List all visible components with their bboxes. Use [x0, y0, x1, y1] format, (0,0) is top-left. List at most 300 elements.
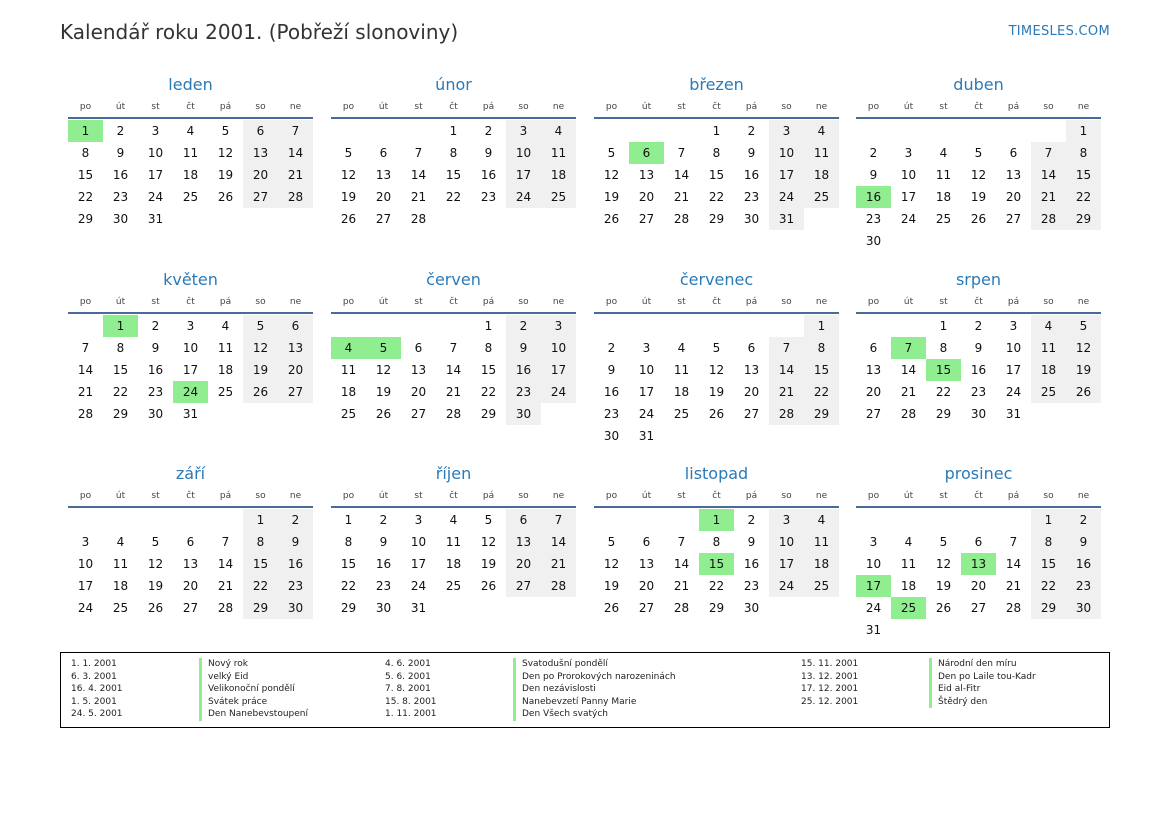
day-cell: 16: [375, 557, 392, 571]
day-cell: 21: [900, 385, 917, 399]
weekday-label: út: [641, 297, 652, 307]
day-cell: 27: [638, 212, 655, 226]
day-cell: 29: [1066, 208, 1101, 230]
weekday-label: st: [151, 297, 160, 307]
day-cell: 28: [769, 403, 804, 425]
day-cell: 11: [804, 531, 839, 553]
empty-cell: [734, 315, 769, 337]
day-cell: 29: [708, 601, 725, 615]
day-cell: 24: [865, 601, 882, 615]
weekday-label: čt: [186, 102, 195, 112]
holiday-date: 4. 6. 2001: [385, 659, 431, 669]
day-cell: 13: [1005, 168, 1022, 182]
day-cell: 21: [445, 385, 462, 399]
day-cell: 3: [769, 509, 804, 531]
day-grid: [856, 509, 1101, 641]
day-cell: 4: [677, 341, 686, 355]
day-cell: 5: [243, 315, 278, 337]
day-cell: 23: [743, 579, 760, 593]
day-cell: 5: [1066, 315, 1101, 337]
day-cell: 13: [278, 337, 313, 359]
day-cell: 28: [1031, 208, 1066, 230]
day-cell: 12: [970, 168, 987, 182]
day-cell: 16: [743, 168, 760, 182]
day-cell: 21: [673, 190, 690, 204]
empty-cell: [891, 315, 926, 337]
day-cell: 29: [1031, 597, 1066, 619]
day-cell: 2: [869, 146, 878, 160]
month-2: [331, 73, 576, 230]
day-cell: 25: [340, 407, 357, 421]
weekday-header: [331, 294, 576, 314]
day-cell: 18: [804, 553, 839, 575]
day-cell: 11: [1031, 337, 1066, 359]
weekday-label: so: [255, 491, 266, 501]
day-cell: 18: [935, 190, 952, 204]
holiday-name: Štědrý den: [929, 696, 987, 709]
weekday-label: so: [518, 491, 529, 501]
day-cell: 4: [1031, 315, 1066, 337]
weekday-label: st: [939, 102, 948, 112]
month-7: [594, 268, 839, 447]
day-cell: 18: [804, 164, 839, 186]
weekday-header: [68, 294, 313, 314]
day-cell: 21: [1005, 579, 1022, 593]
day-cell: 17: [506, 164, 541, 186]
day-cell: 15: [708, 168, 725, 182]
day-cell: 14: [541, 531, 576, 553]
day-cell: 7: [81, 341, 90, 355]
day-cell: 12: [217, 146, 234, 160]
empty-cell: [68, 315, 103, 337]
day-cell: 11: [445, 535, 462, 549]
weekday-label: út: [378, 491, 389, 501]
empty-cell: [996, 120, 1031, 142]
day-cell: 17: [410, 557, 427, 571]
weekday-label: po: [867, 297, 880, 307]
day-cell: 5: [939, 535, 948, 549]
day-cell: 3: [769, 120, 804, 142]
month-name: leden: [168, 75, 213, 94]
day-cell: 22: [1066, 186, 1101, 208]
weekday-label: čt: [974, 297, 983, 307]
day-cell: 30: [1066, 597, 1101, 619]
month-9: [68, 462, 313, 619]
day-cell: 24: [77, 601, 94, 615]
weekday-label: út: [641, 102, 652, 112]
day-cell: 11: [112, 557, 129, 571]
day-cell: 12: [603, 557, 620, 571]
day-cell: 29: [77, 212, 94, 226]
weekday-label: ne: [815, 297, 828, 307]
day-cell: 31: [1005, 407, 1022, 421]
day-cell: 14: [673, 557, 690, 571]
day-cell: 10: [541, 337, 576, 359]
day-cell: 16: [112, 168, 129, 182]
day-grid: [331, 509, 576, 619]
day-cell: 14: [673, 168, 690, 182]
day-cell: 7: [541, 509, 576, 531]
day-cell: 4: [541, 120, 576, 142]
day-cell: 6: [379, 146, 388, 160]
day-cell: 15: [112, 363, 129, 377]
weekday-label: pá: [482, 491, 495, 501]
weekday-label: po: [867, 102, 880, 112]
day-grid: [594, 120, 839, 230]
day-cell: 28: [445, 407, 462, 421]
day-cell: 22: [708, 579, 725, 593]
day-cell: 30: [743, 601, 760, 615]
day-cell: 31: [147, 212, 164, 226]
weekday-label: ne: [552, 297, 565, 307]
day-cell: 20: [375, 190, 392, 204]
day-cell: 25: [217, 385, 234, 399]
weekday-label: so: [255, 297, 266, 307]
day-cell: 30: [112, 212, 129, 226]
empty-cell: [629, 509, 664, 531]
day-grid: [594, 315, 839, 447]
day-grid: [331, 315, 576, 425]
weekday-label: po: [342, 297, 355, 307]
day-cell: 13: [638, 168, 655, 182]
day-cell: 11: [673, 363, 690, 377]
day-cell: 3: [541, 315, 576, 337]
day-cell: 30: [375, 601, 392, 615]
weekday-label: po: [605, 102, 618, 112]
day-cell: 17: [638, 385, 655, 399]
empty-cell: [401, 120, 436, 142]
day-cell: 30: [743, 212, 760, 226]
day-cell: 22: [77, 190, 94, 204]
month-10: [331, 462, 576, 619]
day-cell: 21: [410, 190, 427, 204]
holiday-date: 16. 4. 2001: [71, 684, 123, 695]
weekday-label: st: [677, 491, 686, 501]
day-cell: 17: [77, 579, 94, 593]
day-cell: 30: [603, 429, 620, 443]
day-cell: 1: [484, 319, 493, 333]
empty-cell: [961, 120, 996, 142]
day-cell: 26: [935, 601, 952, 615]
weekday-label: st: [151, 102, 160, 112]
day-cell: 15: [1031, 553, 1066, 575]
day-cell: 26: [480, 579, 497, 593]
day-cell: 26: [217, 190, 234, 204]
weekday-header: [68, 99, 313, 119]
weekday-label: so: [255, 102, 266, 112]
day-cell: 31: [865, 623, 882, 637]
day-cell: 18: [1031, 359, 1066, 381]
day-cell: 29: [243, 597, 278, 619]
day-cell: 26: [1066, 381, 1101, 403]
day-cell: 8: [243, 531, 278, 553]
empty-cell: [856, 120, 891, 142]
month-4: [856, 73, 1101, 252]
weekday-label: so: [1043, 297, 1054, 307]
empty-cell: [594, 315, 629, 337]
holiday-name: Nanebevzetí Panny Marie: [513, 696, 636, 709]
holiday-name: Den Nanebevstoupení: [199, 708, 308, 721]
weekday-label: st: [414, 297, 423, 307]
holiday-date: 25. 12. 2001: [801, 696, 859, 707]
holiday-name: Velikonoční pondělí: [199, 683, 295, 696]
day-cell: 1: [712, 124, 721, 138]
weekday-header: [856, 294, 1101, 314]
day-cell: 18: [340, 385, 357, 399]
empty-cell: [699, 315, 734, 337]
day-cell: 10: [182, 341, 199, 355]
weekday-label: út: [641, 491, 652, 501]
holiday-name: Den po Prorokových narozeninách: [513, 671, 676, 684]
day-cell: 11: [804, 142, 839, 164]
day-cell: 30: [865, 234, 882, 248]
weekday-label: čt: [974, 491, 983, 501]
day-cell: 4: [186, 124, 195, 138]
weekday-header: [594, 99, 839, 119]
legend-entry: [801, 671, 1036, 684]
day-cell: 16: [603, 385, 620, 399]
empty-cell: [891, 120, 926, 142]
empty-cell: [926, 509, 961, 531]
day-cell: 5: [151, 535, 160, 549]
weekday-header: [68, 488, 313, 508]
day-cell: 6: [186, 535, 195, 549]
month-3: [594, 73, 839, 230]
weekday-label: ne: [289, 297, 302, 307]
holiday-day-cell: 5: [366, 337, 401, 359]
day-cell: 9: [379, 535, 388, 549]
day-cell: 21: [769, 381, 804, 403]
day-cell: 12: [603, 168, 620, 182]
day-cell: 27: [410, 407, 427, 421]
weekday-label: čt: [974, 102, 983, 112]
weekday-label: st: [677, 102, 686, 112]
day-cell: 26: [340, 212, 357, 226]
weekday-label: so: [781, 297, 792, 307]
weekday-label: út: [115, 297, 126, 307]
weekday-label: po: [867, 491, 880, 501]
day-cell: 16: [970, 363, 987, 377]
day-cell: 29: [708, 212, 725, 226]
day-cell: 22: [708, 190, 725, 204]
day-cell: 15: [445, 168, 462, 182]
day-cell: 9: [484, 146, 493, 160]
day-cell: 23: [865, 212, 882, 226]
day-cell: 20: [865, 385, 882, 399]
weekday-header: [594, 294, 839, 314]
day-cell: 16: [506, 359, 541, 381]
day-cell: 24: [900, 212, 917, 226]
day-cell: 9: [1066, 531, 1101, 553]
legend-entry: [801, 658, 1036, 671]
day-cell: 26: [603, 601, 620, 615]
weekday-label: so: [781, 102, 792, 112]
weekday-label: st: [677, 297, 686, 307]
day-cell: 1: [243, 509, 278, 531]
weekday-label: čt: [449, 102, 458, 112]
holiday-day-cell: 15: [699, 553, 734, 575]
day-cell: 23: [1066, 575, 1101, 597]
weekday-label: po: [79, 491, 92, 501]
day-cell: 7: [769, 337, 804, 359]
empty-cell: [996, 509, 1031, 531]
weekday-label: út: [115, 102, 126, 112]
day-cell: 10: [147, 146, 164, 160]
holiday-date: 1. 1. 2001: [71, 659, 117, 669]
day-cell: 15: [243, 553, 278, 575]
day-cell: 9: [747, 146, 756, 160]
weekday-label: so: [518, 102, 529, 112]
day-cell: 16: [1066, 553, 1101, 575]
holiday-date: 15. 8. 2001: [385, 696, 437, 707]
empty-cell: [664, 509, 699, 531]
month-name: listopad: [684, 464, 749, 483]
weekday-label: pá: [1007, 102, 1020, 112]
site-link[interactable]: TIMESLES.COM: [1008, 24, 1110, 39]
weekday-label: út: [378, 102, 389, 112]
day-cell: 25: [804, 575, 839, 597]
day-cell: 9: [869, 168, 878, 182]
day-cell: 16: [743, 557, 760, 571]
weekday-label: pá: [219, 297, 232, 307]
day-cell: 14: [900, 363, 917, 377]
day-cell: 13: [410, 363, 427, 377]
empty-cell: [366, 315, 401, 337]
day-cell: 27: [743, 407, 760, 421]
day-cell: 13: [182, 557, 199, 571]
month-12: [856, 462, 1101, 641]
weekday-label: po: [342, 491, 355, 501]
weekday-label: pá: [1007, 297, 1020, 307]
empty-cell: [173, 509, 208, 531]
weekday-label: čt: [186, 491, 195, 501]
day-cell: 6: [974, 535, 983, 549]
weekday-label: pá: [219, 102, 232, 112]
day-cell: 1: [1031, 509, 1066, 531]
day-cell: 21: [278, 164, 313, 186]
day-grid: [68, 509, 313, 619]
empty-cell: [366, 120, 401, 142]
day-cell: 7: [677, 535, 686, 549]
day-cell: 11: [217, 341, 234, 355]
day-cell: 14: [77, 363, 94, 377]
day-cell: 27: [865, 407, 882, 421]
day-cell: 7: [1009, 535, 1018, 549]
month-8: [856, 268, 1101, 425]
day-cell: 26: [708, 407, 725, 421]
holiday-day-cell: 6: [629, 142, 664, 164]
weekday-label: ne: [815, 102, 828, 112]
legend-entry: [71, 696, 308, 709]
day-cell: 22: [804, 381, 839, 403]
day-cell: 12: [480, 535, 497, 549]
day-cell: 10: [769, 531, 804, 553]
holiday-name: Den nezávislosti: [513, 683, 596, 696]
holiday-name: Den Všech svatých: [513, 708, 608, 721]
day-cell: 22: [445, 190, 462, 204]
weekday-label: po: [605, 297, 618, 307]
weekday-label: čt: [186, 297, 195, 307]
day-cell: 19: [147, 579, 164, 593]
day-cell: 6: [243, 120, 278, 142]
weekday-label: so: [1043, 102, 1054, 112]
weekday-label: pá: [482, 297, 495, 307]
day-cell: 8: [81, 146, 90, 160]
day-cell: 19: [375, 385, 392, 399]
day-cell: 10: [506, 142, 541, 164]
day-cell: 2: [484, 124, 493, 138]
day-grid: [856, 315, 1101, 425]
day-cell: 5: [221, 124, 230, 138]
day-cell: 6: [414, 341, 423, 355]
holiday-name: Národní den míru: [929, 658, 1017, 671]
holiday-date: 1. 5. 2001: [71, 696, 117, 707]
day-cell: 28: [673, 601, 690, 615]
day-cell: 19: [217, 168, 234, 182]
weekday-label: po: [342, 102, 355, 112]
day-cell: 26: [375, 407, 392, 421]
day-cell: 29: [112, 407, 129, 421]
day-cell: 1: [1066, 120, 1101, 142]
day-cell: 11: [900, 557, 917, 571]
month-name: srpen: [955, 270, 1002, 289]
day-cell: 19: [1066, 359, 1101, 381]
weekday-label: ne: [552, 491, 565, 501]
day-cell: 8: [484, 341, 493, 355]
day-cell: 8: [1066, 142, 1101, 164]
day-cell: 8: [712, 535, 721, 549]
empty-cell: [664, 120, 699, 142]
holiday-date: 17. 12. 2001: [801, 684, 859, 695]
day-cell: 1: [939, 319, 948, 333]
day-cell: 3: [642, 341, 651, 355]
day-cell: 20: [243, 164, 278, 186]
weekday-label: čt: [449, 297, 458, 307]
day-cell: 31: [769, 208, 804, 230]
legend-entry: [801, 696, 1036, 709]
day-cell: 28: [673, 212, 690, 226]
day-grid: [68, 120, 313, 230]
empty-cell: [401, 315, 436, 337]
empty-cell: [594, 509, 629, 531]
day-cell: 4: [449, 513, 458, 527]
day-cell: 3: [414, 513, 423, 527]
day-cell: 19: [603, 190, 620, 204]
day-cell: 14: [1031, 164, 1066, 186]
day-cell: 10: [900, 168, 917, 182]
weekday-label: út: [378, 297, 389, 307]
day-cell: 2: [607, 341, 616, 355]
day-cell: 15: [480, 363, 497, 377]
day-cell: 23: [278, 575, 313, 597]
month-name: únor: [435, 75, 472, 94]
weekday-label: st: [939, 297, 948, 307]
day-cell: 30: [278, 597, 313, 619]
day-cell: 13: [743, 363, 760, 377]
day-cell: 30: [147, 407, 164, 421]
weekday-label: so: [781, 491, 792, 501]
day-cell: 14: [1005, 557, 1022, 571]
day-cell: 3: [1009, 319, 1018, 333]
empty-cell: [856, 315, 891, 337]
day-cell: 20: [743, 385, 760, 399]
day-cell: 9: [278, 531, 313, 553]
day-cell: 12: [147, 557, 164, 571]
day-cell: 5: [484, 513, 493, 527]
weekday-label: pá: [745, 102, 758, 112]
day-cell: 9: [116, 146, 125, 160]
month-6: [331, 268, 576, 425]
